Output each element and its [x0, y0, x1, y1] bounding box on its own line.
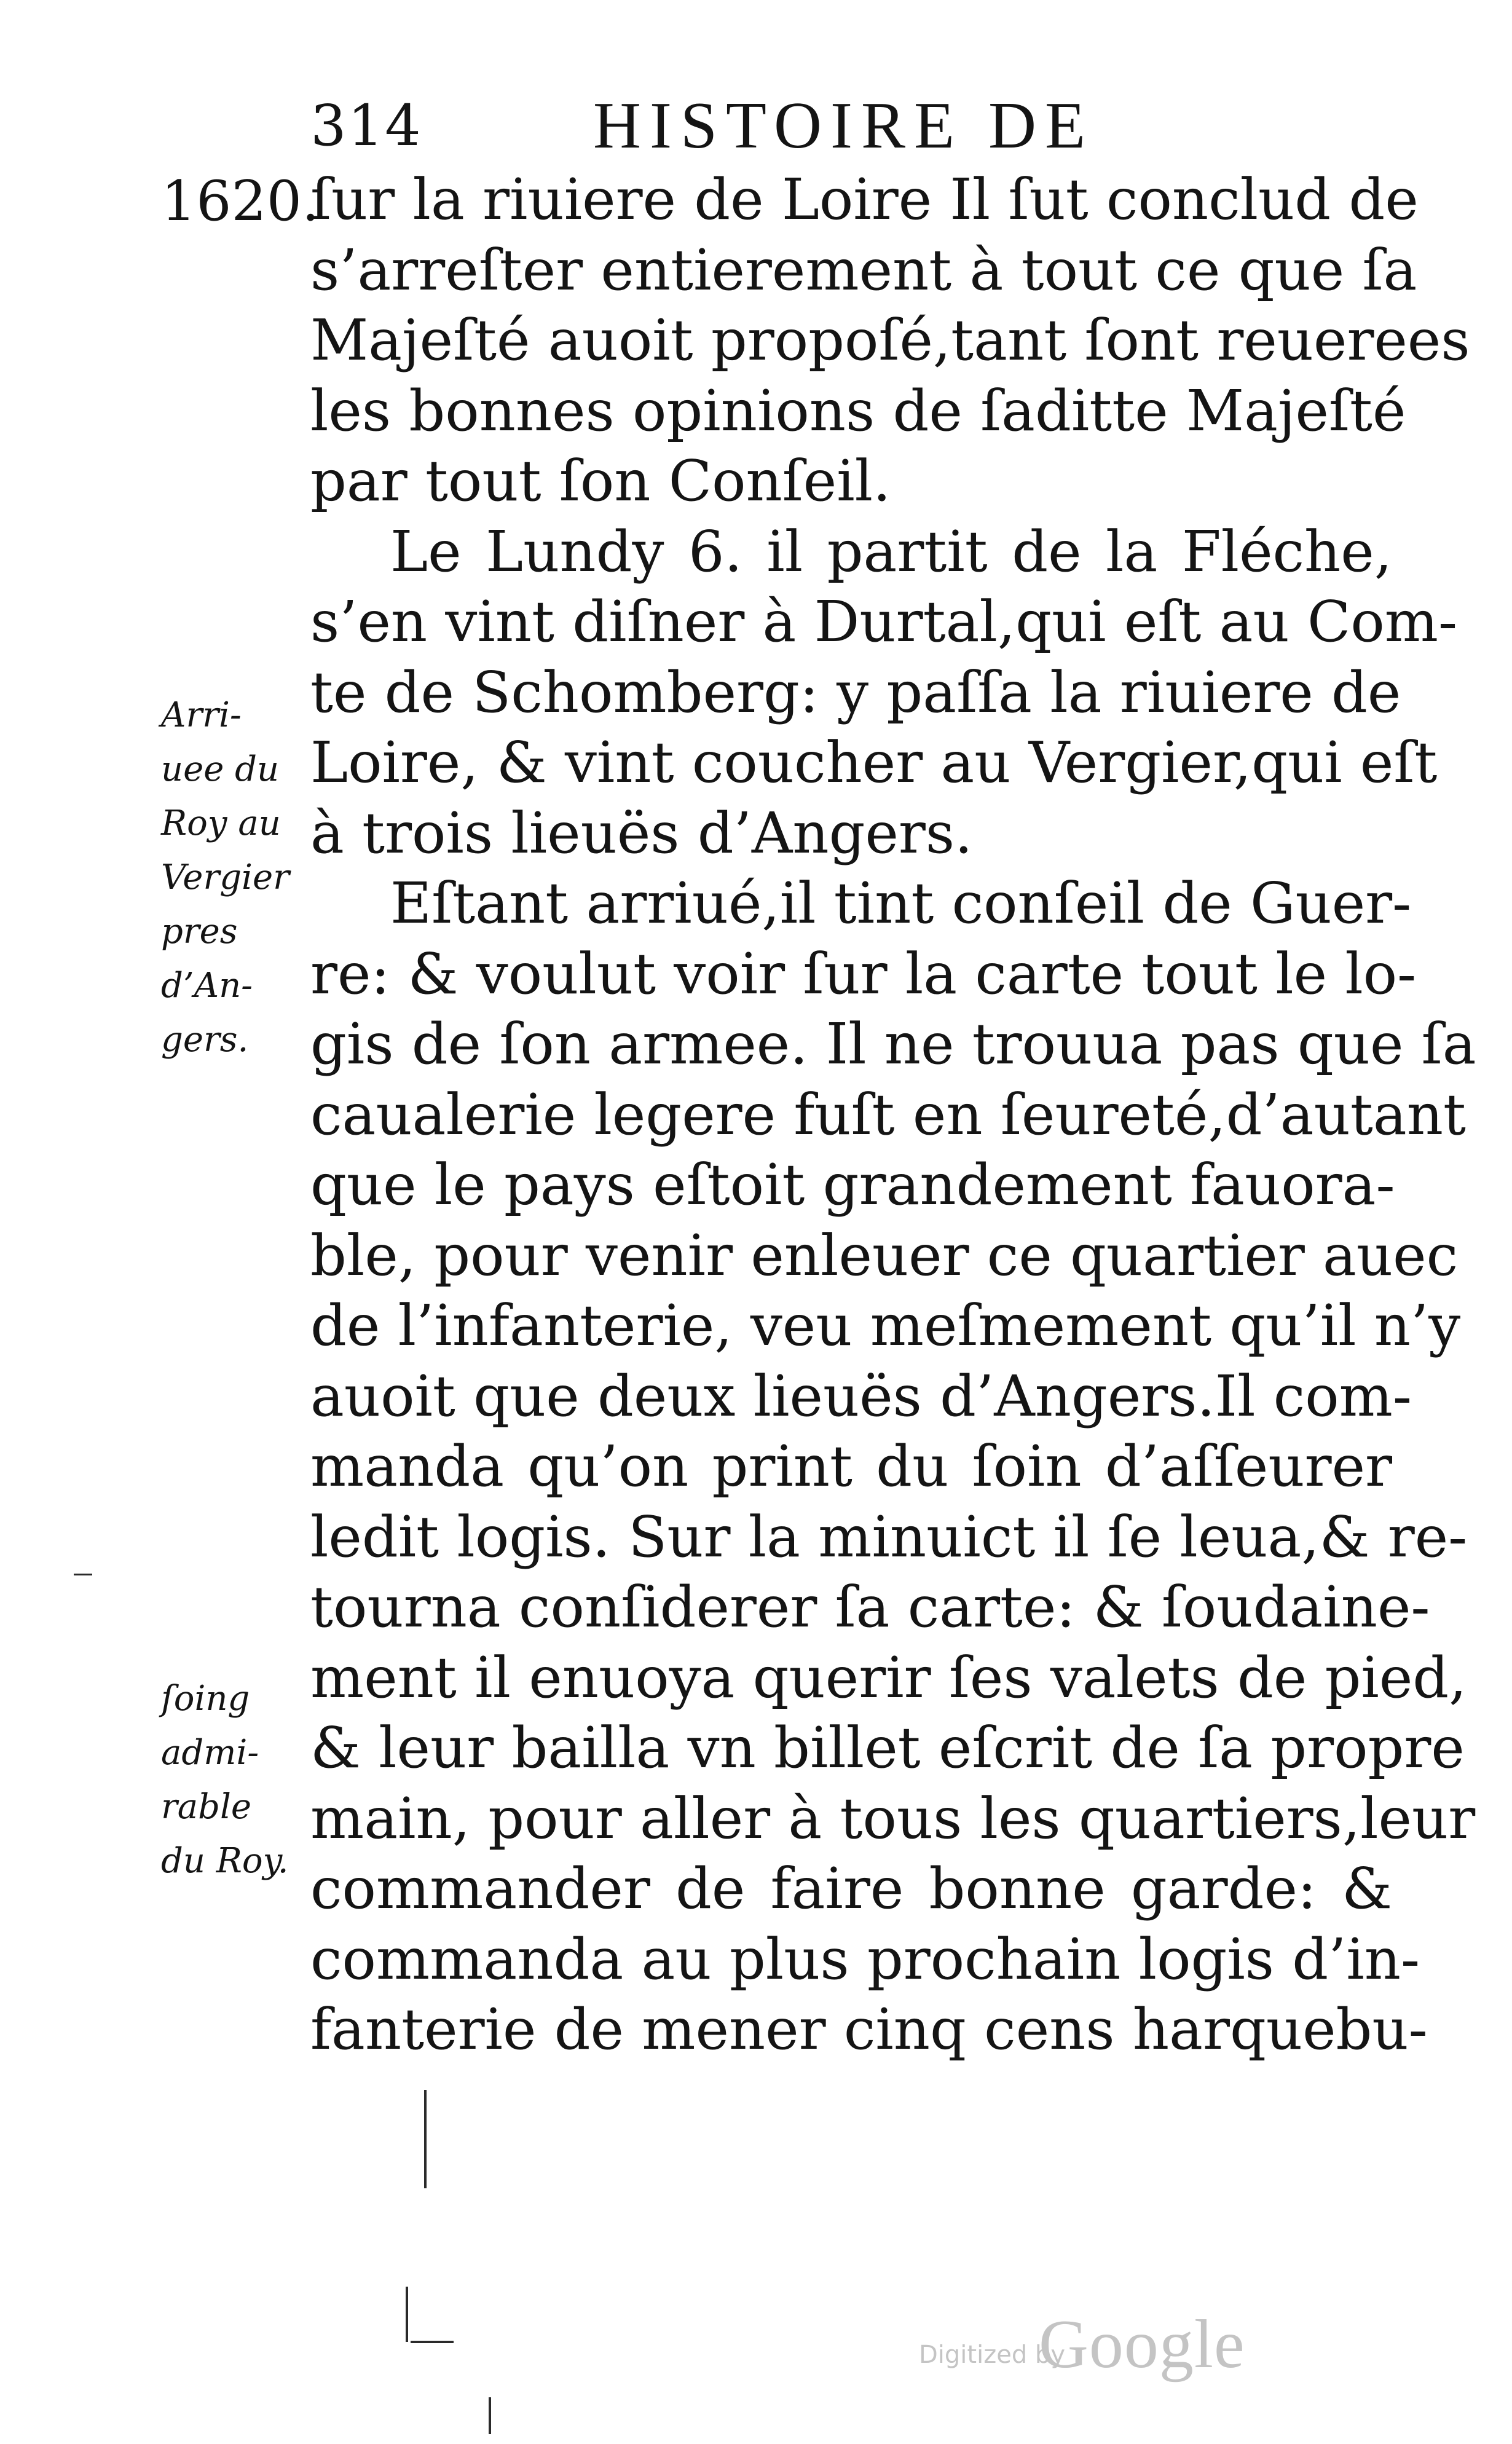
text-line: à trois lieuës d’Angers.: [310, 800, 973, 866]
text-line: s’arreſter entierement à tout ce que ſa: [310, 237, 1417, 303]
margin-note-line: pres: [161, 912, 238, 952]
text-line: manda qu’on print du ſoin d’aſſeurer: [310, 1433, 1392, 1499]
scan-artifact: [406, 2287, 408, 2342]
digitized-label: Digitized by: [919, 2341, 1065, 2369]
text-line: Loire, & vint coucher au Vergier,qui eſt: [310, 730, 1438, 795]
text-line: re: & voulut voir ſur la carte tout le lo-: [310, 940, 1417, 1007]
margin-note-line: uee du: [161, 749, 280, 789]
margin-note-line: ſoing: [161, 1679, 250, 1719]
text-line: s’en vint diſner à Durtal,qui eſt au Com-: [310, 589, 1458, 655]
margin-note-line: gers.: [161, 1020, 249, 1060]
text-line: fanterie de mener cinq cens harquebu-: [310, 1997, 1428, 2062]
text-line: Eſtant arriué,il tint conſeil de Guer-: [390, 870, 1412, 936]
running-head: HISTOIRE DE: [593, 89, 1094, 162]
google-logo: Google: [1039, 2306, 1245, 2383]
margin-note-line: Roy au: [161, 803, 281, 843]
text-line: tourna conſiderer ſa carte: & ſoudaine-: [310, 1574, 1430, 1640]
text-line: ment il enuoya querir ſes valets de pied,: [310, 1644, 1467, 1711]
text-line: Le Lundy 6. il partit de la Fléche,: [390, 518, 1392, 585]
text-line: ledit logis. Sur la minuict il ſe leua,& re-: [310, 1504, 1468, 1570]
text-line: par tout ſon Conſeil.: [310, 448, 891, 514]
margin-note-line: Vergier: [161, 857, 289, 897]
text-line: gis de ſon armee. Il ne trouua pas que ſa: [310, 1011, 1476, 1077]
text-line: ble, pour venir enleuer ce quartier auec: [310, 1222, 1459, 1288]
body-text: [310, 165, 1476, 2065]
margin-year: 1620.: [161, 169, 320, 234]
text-line: caualerie legere fuſt en ſeureté,d’autant: [310, 1081, 1466, 1148]
page-header: [310, 86, 1208, 166]
scan-artifact: [74, 1574, 92, 1575]
text-line: ſur la riuiere de Loire Il ſut conclud de: [310, 167, 1419, 232]
text-line: main, pour aller à tous les quartiers,leur: [310, 1785, 1476, 1851]
scan-artifact: [411, 2341, 454, 2343]
text-line: commanda au plus prochain logis d’in-: [310, 1926, 1420, 1992]
margin-note-care: [161, 1672, 302, 1888]
text-line: que le pays eſtoit grandement fauora-: [310, 1152, 1395, 1218]
text-line: de l’infanterie, veu meſmement qu’il n’y: [310, 1293, 1461, 1358]
text-line: & leur bailla vn billet eſcrit de ſa propre: [310, 1715, 1465, 1781]
text-line: commander de faire bonne garde: &: [310, 1856, 1392, 1922]
text-line: te de Schomberg: y paſſa la riuiere de: [310, 659, 1401, 725]
margin-note-line: d’An-: [161, 966, 253, 1006]
text-line: auoit que deux lieuës d’Angers.Il com-: [310, 1363, 1412, 1429]
margin-note-line: Arri-: [161, 695, 242, 735]
margin-note-line: du Roy.: [161, 1841, 289, 1881]
scan-artifact: [489, 2397, 491, 2434]
text-line: les bonnes opinions de ſaditte Majeſté: [310, 377, 1406, 444]
text-line: Majeſté auoit propoſé,tant ſont reuerees: [310, 307, 1470, 373]
margin-note-line: rable: [161, 1787, 252, 1827]
margin-note-arrival: [161, 688, 302, 1067]
google-watermark: [919, 2305, 1245, 2385]
page-number: 314: [310, 93, 422, 159]
margin-note-line: admi-: [161, 1733, 259, 1773]
scan-artifact: [424, 2090, 427, 2188]
